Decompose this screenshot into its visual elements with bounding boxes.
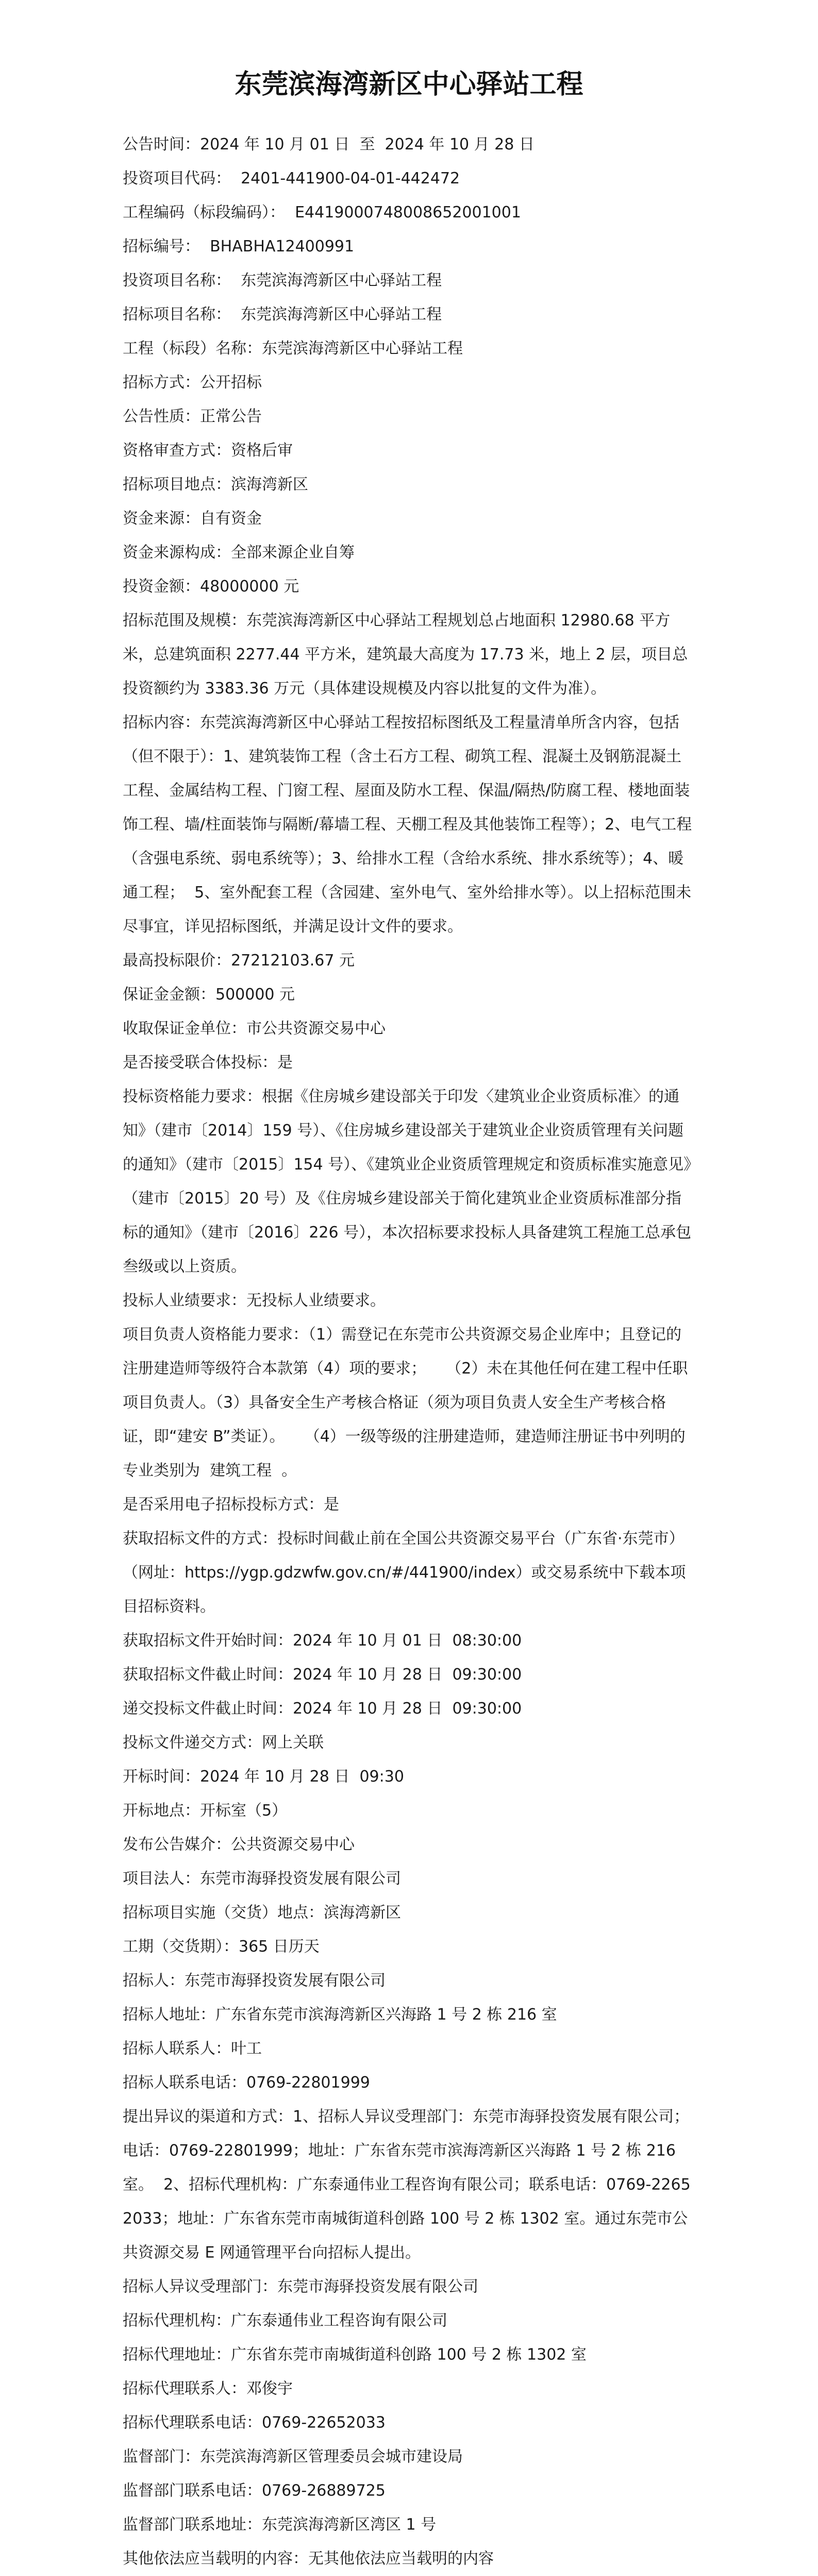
field-row bbox=[123, 1658, 695, 1692]
field-label: 监督部门联系电话： bbox=[123, 2482, 262, 2500]
field-row bbox=[123, 1522, 695, 1624]
field-value: 无其他依法应当载明的内容 bbox=[308, 2550, 494, 2568]
field-row bbox=[123, 502, 695, 536]
field-value: 广东省东莞市南城街道科创路 100 号 2 栋 1302 室 bbox=[231, 2346, 587, 2364]
field-label: 监督部门： bbox=[123, 2448, 200, 2466]
field-label: 招标代理联系人： bbox=[123, 2380, 246, 2398]
field-label: 获取招标文件开始时间： bbox=[123, 1632, 293, 1650]
field-value: 2024 年 10 月 01 日 08:30:00 bbox=[293, 1632, 522, 1650]
field-row bbox=[123, 1998, 695, 2032]
field-value: 东莞滨海湾新区中心驿站工程 bbox=[231, 306, 442, 324]
field-value: 是 bbox=[277, 1054, 293, 1072]
field-value: 2401-441900-04-01-442472 bbox=[231, 170, 460, 188]
field-value: 东莞滨海湾新区中心驿站工程 bbox=[231, 272, 442, 290]
field-row bbox=[123, 1760, 695, 1794]
field-row bbox=[123, 1726, 695, 1760]
field-label: 投标人业绩要求： bbox=[123, 1292, 246, 1310]
field-label: 提出异议的渠道和方式： bbox=[123, 2108, 293, 2126]
field-label: 是否接受联合体投标： bbox=[123, 1054, 277, 1072]
field-value: （1）需登记在东莞市公共资源交易企业库中；且登记的注册建造师等级符合本款第（4）项的要求； （2）未在其他任何在建工程中任职项目负责人。（3）具备安全生产考核合格证（须为项目负责人安全生产考核合格证，即“建安 B”类证）。 （4）一级等级的注册建造师，建造师注册证书中列明的专业类别为 建筑工程 。 bbox=[123, 1326, 688, 1480]
field-value: 0769-22652033 bbox=[262, 2414, 386, 2432]
field-label: 招标范围及规模： bbox=[123, 612, 246, 630]
field-row bbox=[123, 366, 695, 400]
field-row bbox=[123, 944, 695, 978]
field-row bbox=[123, 1080, 695, 1284]
field-value: 东莞滨海湾新区中心驿站工程按招标图纸及工程量清单所含内容，包括（但不限于）：1、建筑装饰工程（含土石方工程、砌筑工程、混凝土及钢筋混凝土工程、金属结构工程、门窗工程、屋面及防水工程、保温/隔热/防腐工程、楼地面装饰工程、墙/柱面装饰与隔断/幕墙工程、天棚工程及其他装饰工程等）；2、电气工程（含强电系统、弱电系统等）；3、给排水工程（含给水系统、排水系统等）；4、暖通工程； 5、室外配套工程（含园建、室外电气、室外给排水等）。以上招标范围未尽事宜，详见招标图纸，并满足设计文件的要求。 bbox=[123, 714, 692, 936]
field-label: 投标文件递交方式： bbox=[123, 1734, 262, 1752]
field-value: 无投标人业绩要求。 bbox=[246, 1292, 386, 1310]
field-value: 2024 年 10 月 28 日 09:30:00 bbox=[293, 1666, 522, 1684]
field-row bbox=[123, 1318, 695, 1488]
field-value: 全部来源企业自筹 bbox=[231, 544, 355, 562]
field-value: 叶工 bbox=[231, 2040, 262, 2058]
field-label: 公告时间： bbox=[123, 135, 200, 154]
field-row bbox=[123, 978, 695, 1012]
field-row bbox=[123, 468, 695, 502]
field-label: 招标人联系电话： bbox=[123, 2074, 246, 2092]
field-row bbox=[123, 604, 695, 706]
field-label: 招标编号： bbox=[123, 238, 200, 256]
field-value: 开标室（5） bbox=[200, 1802, 288, 1820]
field-row bbox=[123, 1012, 695, 1046]
field-label: 招标代理联系电话： bbox=[123, 2414, 262, 2432]
field-row bbox=[123, 1930, 695, 1964]
field-label: 最高投标限价： bbox=[123, 952, 231, 970]
field-label: 招标方式： bbox=[123, 374, 200, 392]
field-label: 资金来源构成： bbox=[123, 544, 231, 562]
field-value: 27212103.67 元 bbox=[231, 952, 355, 970]
field-label: 开标时间： bbox=[123, 1768, 200, 1786]
field-value: 0769-22801999 bbox=[246, 2074, 370, 2092]
field-label: 招标项目地点： bbox=[123, 476, 231, 494]
field-value: BHABHA12400991 bbox=[200, 238, 355, 256]
field-row bbox=[123, 2304, 695, 2338]
field-row bbox=[123, 230, 695, 264]
field-row bbox=[123, 2474, 695, 2508]
field-label: 公告性质： bbox=[123, 408, 200, 426]
field-label: 招标代理机构： bbox=[123, 2312, 231, 2330]
field-row bbox=[123, 1488, 695, 1522]
field-row bbox=[123, 298, 695, 332]
field-value: 广东泰通伟业工程咨询有限公司 bbox=[231, 2312, 447, 2330]
field-value: 东莞市海驿投资发展有限公司 bbox=[277, 2278, 478, 2296]
field-label: 招标内容： bbox=[123, 714, 200, 732]
field-row bbox=[123, 2100, 695, 2270]
field-value: 是 bbox=[324, 1496, 339, 1514]
field-row bbox=[123, 128, 695, 162]
field-label: 工期（交货期）： bbox=[123, 1938, 239, 1956]
field-value: 2024 年 10 月 28 日 09:30 bbox=[200, 1768, 404, 1786]
field-value: 0769-26889725 bbox=[262, 2482, 386, 2500]
field-label: 开标地点： bbox=[123, 1802, 200, 1820]
field-row bbox=[123, 1284, 695, 1318]
field-row bbox=[123, 570, 695, 604]
field-value: 2024 年 10 月 01 日 至 2024 年 10 月 28 日 bbox=[200, 135, 535, 154]
field-label: 监督部门联系地址： bbox=[123, 2516, 262, 2534]
field-row bbox=[123, 2270, 695, 2304]
field-value: 资格后审 bbox=[231, 442, 293, 460]
field-row bbox=[123, 1794, 695, 1828]
field-label: 发布公告媒介： bbox=[123, 1836, 231, 1854]
page-title: 东莞滨海湾新区中心驿站工程 bbox=[235, 69, 583, 100]
field-row bbox=[123, 1624, 695, 1658]
field-label: 获取招标文件截止时间： bbox=[123, 1666, 293, 1684]
field-value: 东莞滨海湾新区中心驿站工程 bbox=[262, 340, 463, 358]
field-label: 招标人： bbox=[123, 1972, 185, 1990]
field-row bbox=[123, 264, 695, 298]
field-label: 投资金额： bbox=[123, 578, 200, 596]
field-value: 邓俊宇 bbox=[246, 2380, 293, 2398]
field-row bbox=[123, 332, 695, 366]
field-label: 保证金金额： bbox=[123, 986, 215, 1004]
field-value: 2024 年 10 月 28 日 09:30:00 bbox=[293, 1700, 522, 1718]
field-value: 500000 元 bbox=[215, 986, 295, 1004]
field-value: 滨海湾新区 bbox=[231, 476, 308, 494]
field-row bbox=[123, 2372, 695, 2406]
field-value: 投标时间截止前在全国公共资源交易平台（广东省·东莞市） （网址：https://ygp.gdzwfw.gov.cn/#/441900/index）或交易系统中下载本项目招标资料。 bbox=[123, 1530, 694, 1616]
field-value: 东莞滨海湾新区湾区 1 号 bbox=[262, 2516, 437, 2534]
field-row bbox=[123, 536, 695, 570]
field-value: 365 日历天 bbox=[239, 1938, 320, 1956]
field-label: 投资项目代码： bbox=[123, 170, 231, 188]
field-value: 东莞市海驿投资发展有限公司 bbox=[185, 1972, 386, 1990]
field-value: 自有资金 bbox=[200, 510, 262, 528]
field-label: 招标代理地址： bbox=[123, 2346, 231, 2364]
field-label: 资金来源： bbox=[123, 510, 200, 528]
field-value: 东莞滨海湾新区中心驿站工程规划总占地面积 12980.68 平方米，总建筑面积 2277.44 平方米，建筑最大高度为 17.73 米，地上 2 层，项目总投资额约为 3383.36 万元（具体建设规模及内容以批复的文件为准）。 bbox=[123, 612, 688, 698]
field-label: 获取招标文件的方式： bbox=[123, 1530, 277, 1548]
field-row bbox=[123, 1046, 695, 1080]
field-value: 滨海湾新区 bbox=[324, 1904, 401, 1922]
field-row bbox=[123, 1964, 695, 1998]
field-row bbox=[123, 1896, 695, 1930]
field-row bbox=[123, 162, 695, 196]
field-row bbox=[123, 434, 695, 468]
field-value: 正常公告 bbox=[200, 408, 262, 426]
announcement-fields bbox=[123, 128, 695, 2576]
field-row bbox=[123, 2542, 695, 2576]
field-value: 公开招标 bbox=[200, 374, 262, 392]
field-row bbox=[123, 2066, 695, 2100]
field-label: 招标项目名称： bbox=[123, 306, 231, 324]
field-value: 48000000 元 bbox=[200, 578, 299, 596]
field-value: 根据《住房城乡建设部关于印发〈建筑业企业资质标准〉的通知》（建市〔2014〕159 号）、《住房城乡建设部关于建筑业企业资质管理有关问题的通知》（建市〔2015〕154 号）、《建筑业企业资质管理规定和资质标准实施意见》（建市〔2015〕20 号）及《住房城乡建设部关于简化建筑业企业资质标准部分指标的通知》（建市〔2016〕226 号），本次招标要求投标人具备建筑工程施工总承包叁级或以上资质。 bbox=[123, 1088, 692, 1276]
field-value: E4419000748008652001001 bbox=[285, 204, 521, 222]
field-row bbox=[123, 2406, 695, 2440]
field-label: 投标资格能力要求： bbox=[123, 1088, 262, 1106]
field-value: 1、招标人异议受理部门：东莞市海驿投资发展有限公司；电话：0769-22801999；地址：广东省东莞市滨海湾新区兴海路 1 号 2 栋 216 室。 2、招标代理机构：广东泰通伟业工程咨询有限公司；联系电话：0769-22652033；地址：广东省东莞市南城街道科创路 100 号 2 栋 1302 室。通过东莞市公共资源交易 E 网通管理平台向招标人提出。 bbox=[123, 2108, 691, 2262]
field-label: 招标人地址： bbox=[123, 2006, 215, 2024]
field-label: 项目法人： bbox=[123, 1870, 200, 1888]
field-label: 工程编码（标段编码）： bbox=[123, 204, 285, 222]
field-label: 是否采用电子招标投标方式： bbox=[123, 1496, 324, 1514]
field-row bbox=[123, 2440, 695, 2474]
field-row bbox=[123, 400, 695, 434]
field-label: 招标人异议受理部门： bbox=[123, 2278, 277, 2296]
field-label: 递交投标文件截止时间： bbox=[123, 1700, 293, 1718]
field-row bbox=[123, 706, 695, 944]
field-value: 市公共资源交易中心 bbox=[246, 1020, 386, 1038]
field-value: 东莞滨海湾新区管理委员会城市建设局 bbox=[200, 2448, 463, 2466]
field-label: 投资项目名称： bbox=[123, 272, 231, 290]
field-row bbox=[123, 1862, 695, 1896]
field-row bbox=[123, 1828, 695, 1862]
field-row bbox=[123, 1692, 695, 1726]
field-label: 工程（标段）名称： bbox=[123, 340, 262, 358]
field-label: 收取保证金单位： bbox=[123, 1020, 246, 1038]
field-row bbox=[123, 2508, 695, 2542]
field-row bbox=[123, 2338, 695, 2372]
field-label: 招标项目实施（交货）地点： bbox=[123, 1904, 324, 1922]
field-label: 招标人联系人： bbox=[123, 2040, 231, 2058]
field-value: 网上关联 bbox=[262, 1734, 324, 1752]
field-value: 东莞市海驿投资发展有限公司 bbox=[200, 1870, 401, 1888]
field-value: 广东省东莞市滨海湾新区兴海路 1 号 2 栋 216 室 bbox=[215, 2006, 557, 2024]
field-value: 公共资源交易中心 bbox=[231, 1836, 355, 1854]
field-label: 项目负责人资格能力要求： bbox=[123, 1326, 308, 1344]
field-row bbox=[123, 2032, 695, 2066]
field-label: 其他依法应当载明的内容： bbox=[123, 2550, 308, 2568]
field-row bbox=[123, 196, 695, 230]
field-label: 资格审查方式： bbox=[123, 442, 231, 460]
